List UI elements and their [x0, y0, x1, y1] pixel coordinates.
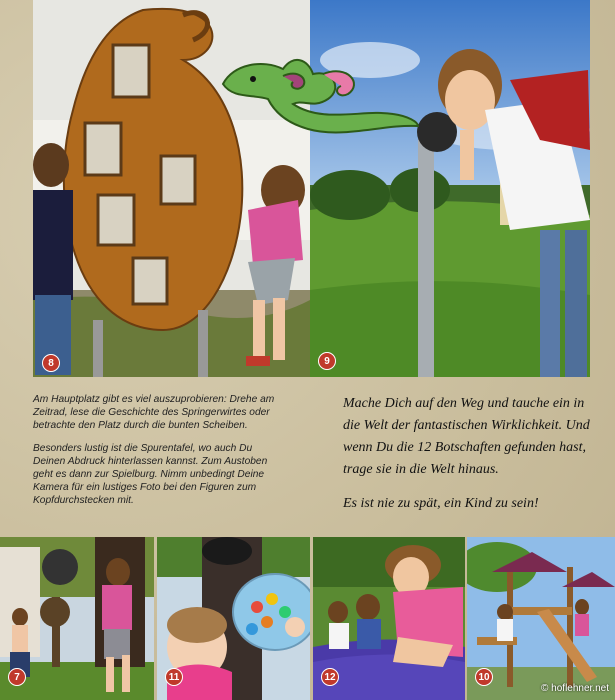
paragraph-spurentafel: Besonders lustig ist die Spurentafel, wo auch Du Deinen Abdruck hinterlassen kannst. Zum Austoben geht es dann zur Spielburg. Nimm unbedingt Deine Kamera für ein lustiges Foto bei den Figuren zum Kopfdurchstecken mit. [33, 442, 268, 507]
photo-zeitrad [0, 537, 154, 700]
paragraph-hauptplatz: Am Hauptplatz gibt es viel auszuprobieren: Drehe am Zeitrad, lese die Geschichte des Springerwirtes oder betrachte den Platz durch die bunten Scheiben. [33, 394, 275, 432]
photo-number-badge: 11 [165, 668, 183, 686]
paragraph-botschaften: Mache Dich auf den Weg und tauche ein in die Welt der fantastischen Wirklichkeit. Und wenn Du die 12 Botschaften gefunden hast, trage sie in die Welt hinaus. [343, 396, 590, 477]
photo-spielplatz-boden [313, 537, 465, 700]
photo-number-badge: 10 [475, 668, 493, 686]
photo-spielburg [467, 537, 615, 700]
photo-number-badge: 12 [321, 668, 339, 686]
photo-number-badge: 8 [42, 354, 60, 372]
photo-number-badge: 9 [318, 352, 336, 370]
dragon-illustration [213, 54, 423, 144]
photo-number-badge: 7 [8, 668, 26, 686]
info-text-left [33, 393, 283, 517]
info-text-right [343, 393, 593, 527]
photo-farbscheiben [157, 537, 310, 700]
paragraph-slogan: Es ist nie zu spät, ein Kind zu sein! [343, 496, 539, 511]
copyright-text: © hoflehner.net [541, 683, 609, 694]
